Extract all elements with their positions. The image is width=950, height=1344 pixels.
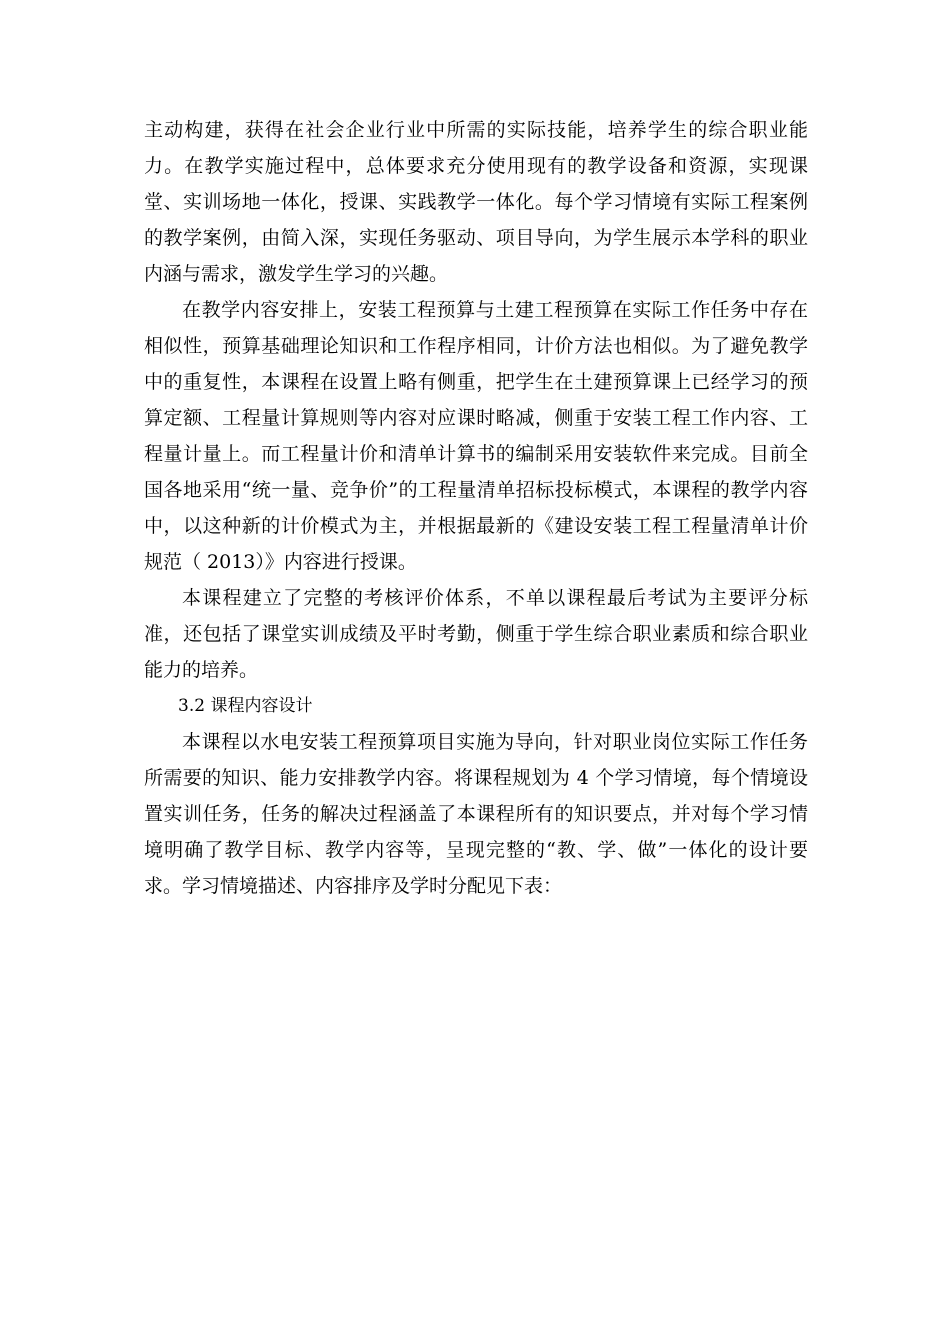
paragraph-course-design: 本课程以水电安装工程预算项目实施为导向，针对职业岗位实际工作任务所需要的知识、能力安排教学内容。将课程规划为 4 个学习情境，每个情境设置实训任务，任务的解决过程涵盖了本课程所有的知识要点，并对每个学习情境明确了教学目标、教学内容等，呈现完整的“教、学、做”一体化的设计要求。学习情境描述、内容排序及学时分配见下表： (144, 731, 808, 897)
paragraph-assessment: 本课程建立了完整的考核评价体系，不单以课程最后考试为主要评分标准，还包括了课堂实训成绩及平时考勤，侧重于学生综合职业素质和综合职业能力的培养。 (144, 587, 808, 681)
document-body (144, 112, 808, 904)
paragraph-continuation: 主动构建，获得在社会企业行业中所需的实际技能，培养学生的综合职业能力。在教学实施过程中，总体要求充分使用现有的教学设备和资源，实现课堂、实训场地一体化，授课、实践教学一体化。每个学习情境有实际工程案例的教学案例，由简入深，实现任务驱动、项目导向，为学生展示本学科的职业内涵与需求，激发学生学习的兴趣。 (144, 119, 808, 285)
paragraph-teaching-content: 在教学内容安排上，安装工程预算与土建工程预算在实际工作任务中存在相似性，预算基础理论知识和工作程序相同，计价方法也相似。为了避免教学中的重复性，本课程在设置上略有侧重，把学生在土建预算课上已经学习的预算定额、工程量计算规则等内容对应课时略减，侧重于安装工程工作内容、工程量计量上。而工程量计价和清单计算书的编制采用安装软件来完成。目前全国各地采用“统一量、竞争价”的工程量清单招标投标模式，本课程的教学内容中，以这种新的计价模式为主，并根据最新的《建设安装工程工程量清单计价规范（ 2013）》内容进行授课。 (144, 299, 808, 573)
section-heading: 3.2 课程内容设计 (178, 696, 313, 716)
